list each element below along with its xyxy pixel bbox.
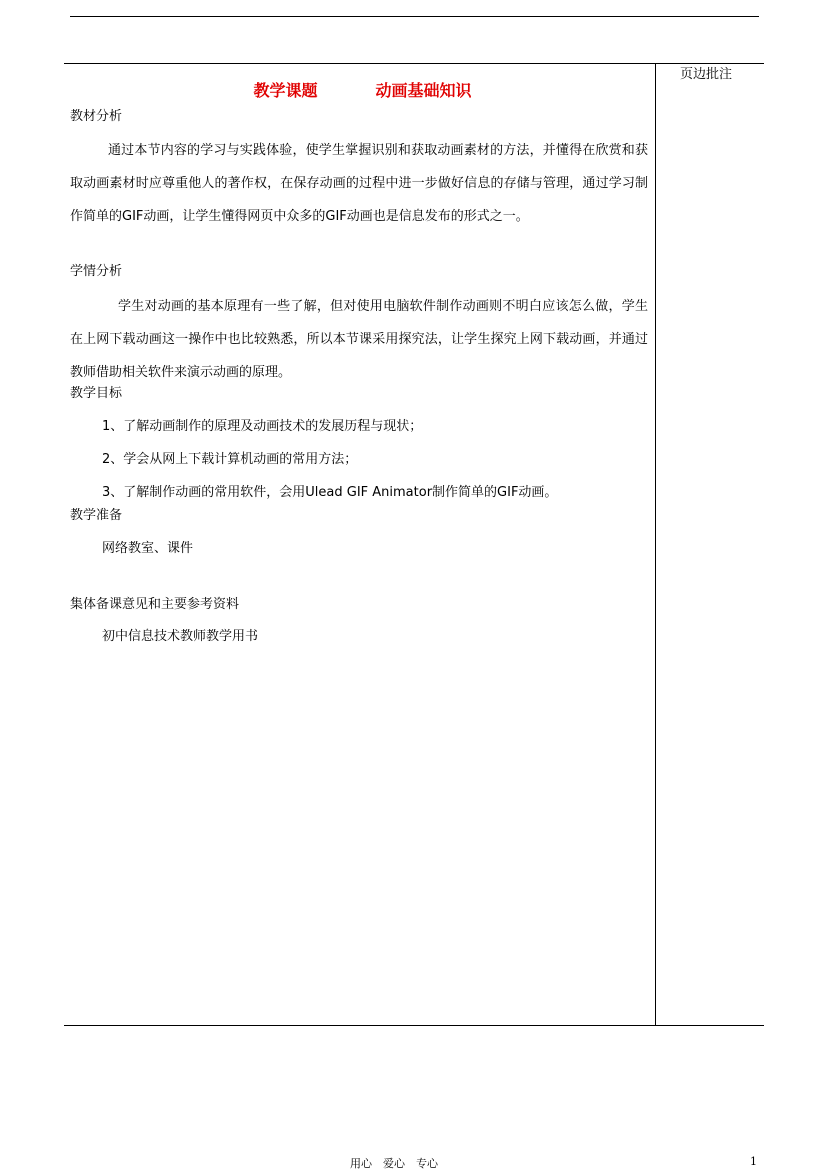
references-body: 初中信息技术教师教学用书: [102, 629, 259, 644]
page-number: 1: [750, 1155, 757, 1168]
objective-item: 2、学会从网上下载计算机动画的常用方法；: [102, 452, 358, 467]
table-bottom-border: [64, 1025, 764, 1026]
lesson-title-topic: 动画基础知识: [375, 81, 472, 100]
section-heading-objectives: 教学目标: [70, 386, 123, 401]
student-analysis-body: 学生对动画的基本原理有一些了解，但对使用电脑软件制作动画则不明白应该怎么做，学生在上网下载动画这一操作中也比较熟悉，所以本节课采用探究法，让学生探究上网下载动画，并通过教师借助相关软件来演示动画的原理。: [70, 299, 648, 380]
table-column-divider: [655, 63, 656, 1026]
preparation-body: 网络教室、课件: [102, 541, 194, 556]
lesson-title-label: 教学课题: [253, 81, 318, 100]
header-rule: [70, 16, 759, 17]
textbook-analysis-body: 通过本节内容的学习与实践体验，使学生掌握识别和获取动画素材的方法，并懂得在欣赏和获取动画素材时应尊重他人的著作权，在保存动画的过程中进一步做好信息的存储与管理，通过学习制作简单的GIF动画，让学生懂得网页中众多的GIF动画也是信息发布的形式之一。: [70, 143, 648, 224]
section-heading-references: 集体备课意见和主要参考资料: [70, 597, 240, 612]
objective-item: 3、了解制作动画的常用软件，会用Ulead GIF Animator制作简单的GIF动画。: [102, 485, 558, 500]
table-top-border: [64, 63, 764, 64]
footer-motto: 用心 爱心 专心: [350, 1157, 438, 1170]
lesson-title: [70, 78, 655, 101]
section-heading-preparation: 教学准备: [70, 508, 123, 523]
section-heading-student-analysis: 学情分析: [70, 264, 123, 279]
objective-item: 1、了解动画制作的原理及动画技术的发展历程与现状；: [102, 419, 423, 434]
margin-notes-heading: 页边批注: [680, 67, 733, 82]
section-heading-textbook-analysis: 教材分析: [70, 109, 123, 124]
